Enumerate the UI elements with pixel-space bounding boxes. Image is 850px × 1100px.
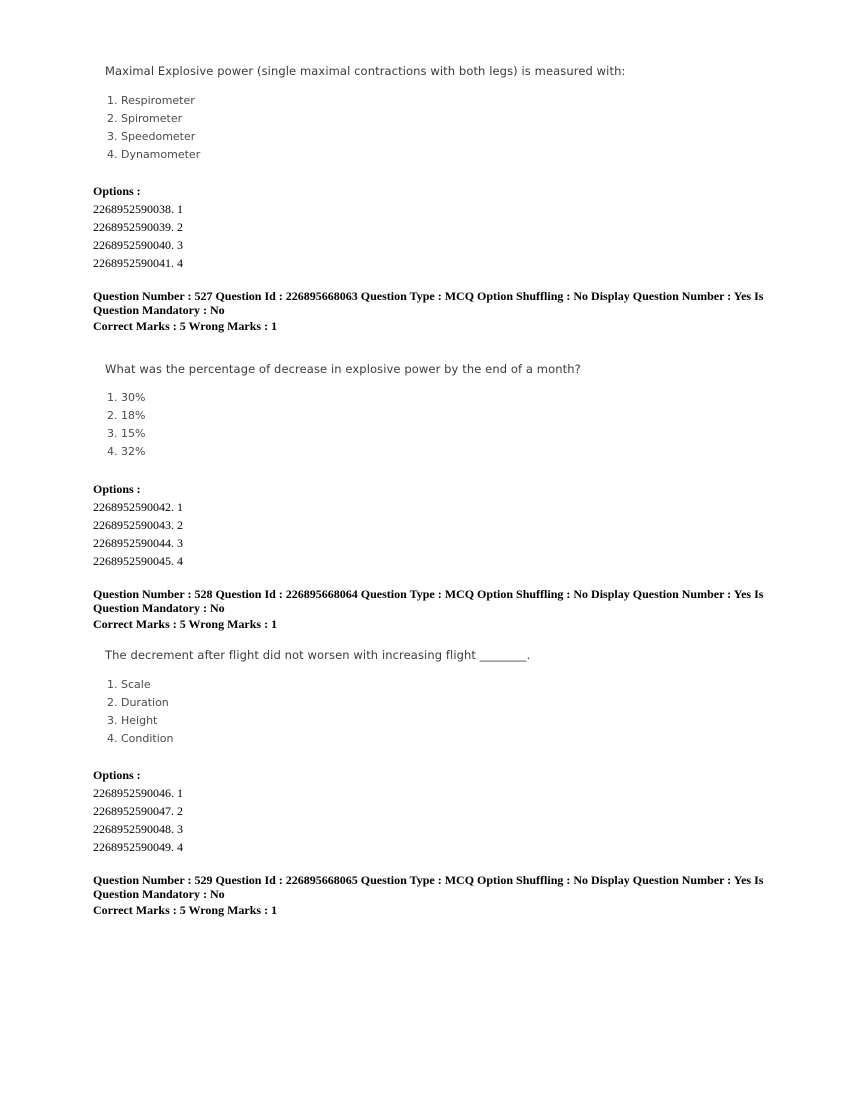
marks-line: Correct Marks : 5 Wrong Marks : 1 [93,617,278,631]
question-header: Question Number : 529 Question Id : 226895668065 Question Type : MCQ Option Shuffling : No Display Question Number : Yes Is Question Mandatory : No [93,873,764,901]
choice-item: 3. Height [107,714,158,727]
option-id: 2268952590038. 1 [93,202,183,216]
question-meta [93,873,765,917]
marks-line: Correct Marks : 5 Wrong Marks : 1 [93,903,278,917]
option-id: 2268952590039. 2 [93,220,183,234]
option-id-list [93,498,183,570]
marks-line: Correct Marks : 5 Wrong Marks : 1 [93,319,278,333]
options-label: Options : [93,768,141,782]
option-id: 2268952590047. 2 [93,804,183,818]
option-id-list [93,784,183,856]
option-id: 2268952590045. 4 [93,554,183,568]
options-label: Options : [93,482,141,496]
choice-item: 1. Scale [107,678,151,691]
question-meta [93,587,765,631]
answer-choices [107,676,173,748]
choice-item: 2. Duration [107,696,169,709]
option-id-list [93,200,183,272]
option-id: 2268952590048. 3 [93,822,183,836]
question-text: The decrement after flight did not worsen with increasing flight ________. [105,648,531,662]
choice-item: 4. 32% [107,445,146,458]
choice-item: 3. Speedometer [107,130,196,143]
answer-choices [107,389,145,461]
choice-item: 3. 15% [107,427,146,440]
option-id: 2268952590041. 4 [93,256,183,270]
choice-item: 1. Respirometer [107,94,195,107]
choice-item: 1. 30% [107,391,146,404]
question-text: What was the percentage of decrease in explosive power by the end of a month? [105,362,581,376]
choice-item: 2. Spirometer [107,112,183,125]
option-id: 2268952590044. 3 [93,536,183,550]
option-id: 2268952590049. 4 [93,840,183,854]
option-id: 2268952590046. 1 [93,786,183,800]
question-header: Question Number : 528 Question Id : 226895668064 Question Type : MCQ Option Shuffling : No Display Question Number : Yes Is Question Mandatory : No [93,587,764,615]
question-header: Question Number : 527 Question Id : 226895668063 Question Type : MCQ Option Shuffling : No Display Question Number : Yes Is Question Mandatory : No [93,289,764,317]
question-meta [93,289,765,333]
option-id: 2268952590043. 2 [93,518,183,532]
answer-choices [107,92,200,164]
options-label: Options : [93,184,141,198]
choice-item: 4. Dynamometer [107,148,201,161]
question-text: Maximal Explosive power (single maximal contractions with both legs) is measured with: [105,64,626,78]
option-id: 2268952590042. 1 [93,500,183,514]
option-id: 2268952590040. 3 [93,238,183,252]
choice-item: 2. 18% [107,409,146,422]
choice-item: 4. Condition [107,732,174,745]
